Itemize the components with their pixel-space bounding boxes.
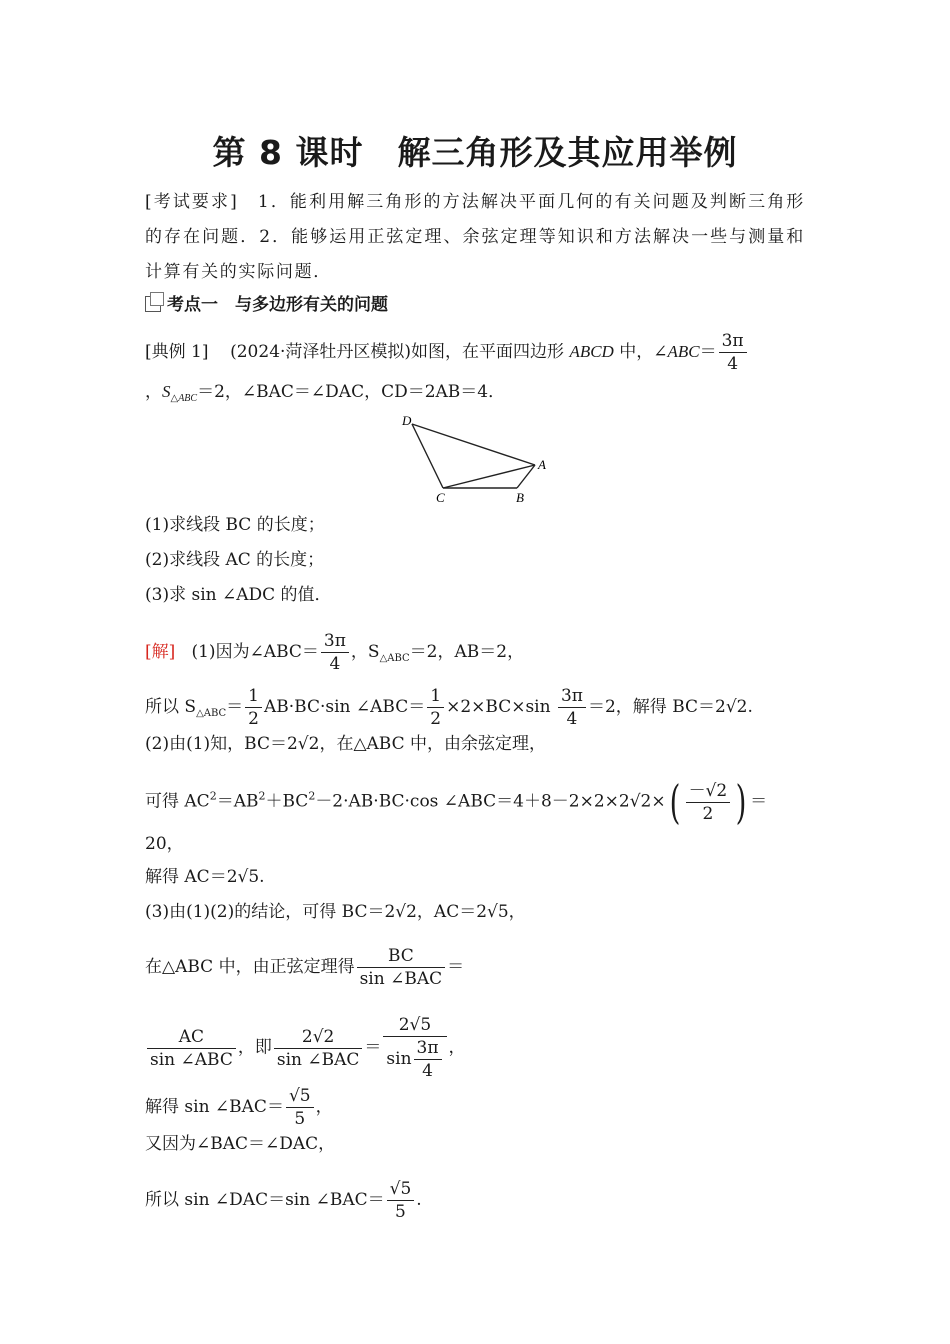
fraction-numerator: √5 [286, 1085, 314, 1108]
half-fraction [245, 685, 262, 730]
sol-text: ＝AB [216, 791, 259, 812]
fraction-numerator: －√2 [686, 780, 731, 803]
solution-line-3: (2)由(1)知，BC＝2√2，在△ABC 中，由余弦定理， [145, 734, 547, 754]
fraction-numerator: 3π [719, 330, 747, 353]
sin-text: sin [386, 1049, 412, 1069]
sol-fraction [147, 1026, 236, 1071]
solution-line-6: 解得 AC＝2√5. [145, 867, 265, 887]
sol-text: 所以 sin ∠DAC＝sin ∠BAC＝ [145, 1190, 385, 1210]
fraction-numerator: BC [357, 945, 446, 968]
solution-line-12 [145, 1178, 422, 1223]
fraction-numerator: 3π [414, 1037, 442, 1060]
left-paren: ( [669, 775, 680, 829]
fraction-denominator: 2 [430, 709, 442, 729]
fraction-denominator: 2 [248, 709, 259, 729]
fraction-numerator: 2√5 [383, 1014, 446, 1037]
question-3: (3)求 sin ∠ADC 的值． [145, 585, 332, 605]
sol-text: ， [448, 1037, 466, 1058]
fraction-numerator: 3π [321, 630, 349, 653]
sol-superscript: 2 [258, 789, 266, 803]
solution-line-5: 20， [145, 834, 184, 854]
example-comma: ， [145, 382, 162, 402]
fraction-numerator: 3π [558, 685, 586, 708]
area-symbol: S [162, 382, 171, 401]
label-A: A [538, 457, 546, 472]
example-quad: ABCD [569, 342, 614, 361]
sol-subscript: △ABC [196, 708, 227, 719]
solution-line-1 [145, 630, 524, 675]
fraction-denominator: 2 [702, 803, 714, 824]
label-B: B [516, 490, 524, 505]
solution-line-7: (3)由(1)(2)的结论，可得 BC＝2√2，AC＝2√5， [145, 902, 526, 922]
example-angle: ABC [667, 342, 700, 361]
fraction-numerator: 1 [245, 685, 262, 708]
nested-fraction [414, 1037, 442, 1082]
solution-line-11: 又因为∠BAC＝∠DAC， [145, 1134, 336, 1154]
sol-text: (1)因为∠ABC＝ [191, 642, 319, 662]
sol-fraction [357, 945, 446, 990]
section-icon [145, 296, 161, 312]
fraction-numerator: 2√2 [274, 1026, 363, 1049]
example-fraction [719, 330, 747, 375]
sol-fraction [286, 1085, 314, 1130]
solution-line-10 [145, 1085, 333, 1130]
section-label: 考点一 与多边形有关的问题 [167, 295, 388, 315]
sol-text: ×2×BC×sin [446, 697, 556, 717]
solution-line-4 [145, 775, 768, 829]
solution-line-8 [145, 945, 464, 990]
fraction-denominator: sin ∠BAC [276, 1049, 360, 1070]
example-text: 中，∠ [613, 342, 668, 362]
sol-text: ，即 [237, 1037, 272, 1058]
fraction-denominator: 4 [727, 354, 739, 374]
fraction-numerator: AC [147, 1026, 236, 1049]
page-title [0, 127, 950, 174]
label-D: D [402, 413, 412, 428]
example-conditions: ＝2，∠BAC＝∠DAC，CD＝2AB＝4． [197, 382, 506, 402]
sol-text: ＋BC [265, 791, 309, 812]
sol-subscript: △ABC [379, 653, 410, 664]
sol-text: ＝ [226, 697, 244, 717]
fraction-denominator: 4 [566, 709, 578, 729]
sol-text: AB·BC·sin ∠ABC＝ [264, 697, 426, 717]
sol-text: ＝2，AB＝2， [409, 642, 525, 662]
right-paren: ) [735, 775, 747, 829]
fraction-numerator: 1 [427, 685, 444, 708]
sol-text: 解得 sin ∠BAC＝ [145, 1097, 284, 1117]
sol-text: ， [315, 1097, 333, 1117]
label-C: C [436, 490, 445, 505]
fraction-denominator: 5 [395, 1202, 406, 1222]
fraction-numerator: √5 [387, 1178, 415, 1201]
fraction-denominator: 4 [329, 654, 341, 674]
title-topic: 解三角形及其应用举例 [397, 133, 738, 172]
fraction-denominator: sin ∠BAC [359, 969, 443, 989]
example-line-1 [145, 330, 749, 375]
sol-superscript: 2 [209, 789, 217, 803]
fraction-denominator: 5 [294, 1109, 306, 1129]
sol-text: 所以 S [145, 697, 197, 717]
sol-text: ＝ [447, 957, 465, 977]
sol-text: ＝2，解得 BC＝2√2. [587, 697, 753, 717]
example-label: [典例 1] [145, 342, 209, 362]
sol-fraction [387, 1178, 415, 1223]
solution-line-2 [145, 685, 753, 730]
sol-text: ＝ [364, 1037, 382, 1058]
sol-text: . [416, 1190, 422, 1210]
example-eq: ＝ [699, 342, 717, 362]
sol-fraction [558, 685, 586, 730]
fraction-denominator: sin ∠ABC [150, 1049, 233, 1070]
quadrilateral-figure [395, 408, 555, 508]
title-lesson: 第 8 课时 [212, 133, 364, 172]
solution-line-9 [145, 1014, 466, 1082]
sol-text: ，S [350, 642, 380, 662]
segment-DC [412, 424, 443, 488]
fraction-denominator [383, 1037, 446, 1082]
sol-fraction [686, 780, 731, 825]
area-subscript: △ABC [170, 393, 198, 404]
question-2: (2)求线段 AC 的长度； [145, 550, 325, 570]
solution-tag: [解] [145, 642, 176, 662]
sol-superscript: 2 [308, 789, 316, 803]
exam-requirements: [考试要求] 1．能利用解三角形的方法解决平面几何的有关问题及判断三角形的存在问题．2．能够运用正弦定理、余弦定理等知识和方法解决一些与测量和计算有关的实际问题． [145, 192, 805, 282]
half-fraction [427, 685, 444, 730]
section-heading [145, 290, 388, 315]
question-1: (1)求线段 BC 的长度； [145, 515, 325, 535]
sol-text: －2·AB·BC·cos ∠ABC＝4＋8－2×2×2√2× [315, 791, 666, 812]
segment-DA [412, 424, 535, 465]
sol-text: ＝ [750, 791, 768, 812]
sol-text: 在△ABC 中，由正弦定理得 [145, 957, 355, 977]
sol-fraction [274, 1026, 363, 1071]
fraction-denominator: 4 [422, 1061, 433, 1081]
example-line-2 [145, 381, 505, 410]
sol-fraction [321, 630, 349, 675]
segment-CA [443, 465, 535, 488]
example-source: (2024·菏泽牡丹区模拟)如图，在平面四边形 [230, 342, 570, 362]
sol-text: 可得 AC [145, 791, 210, 812]
sol-fraction [383, 1014, 446, 1082]
